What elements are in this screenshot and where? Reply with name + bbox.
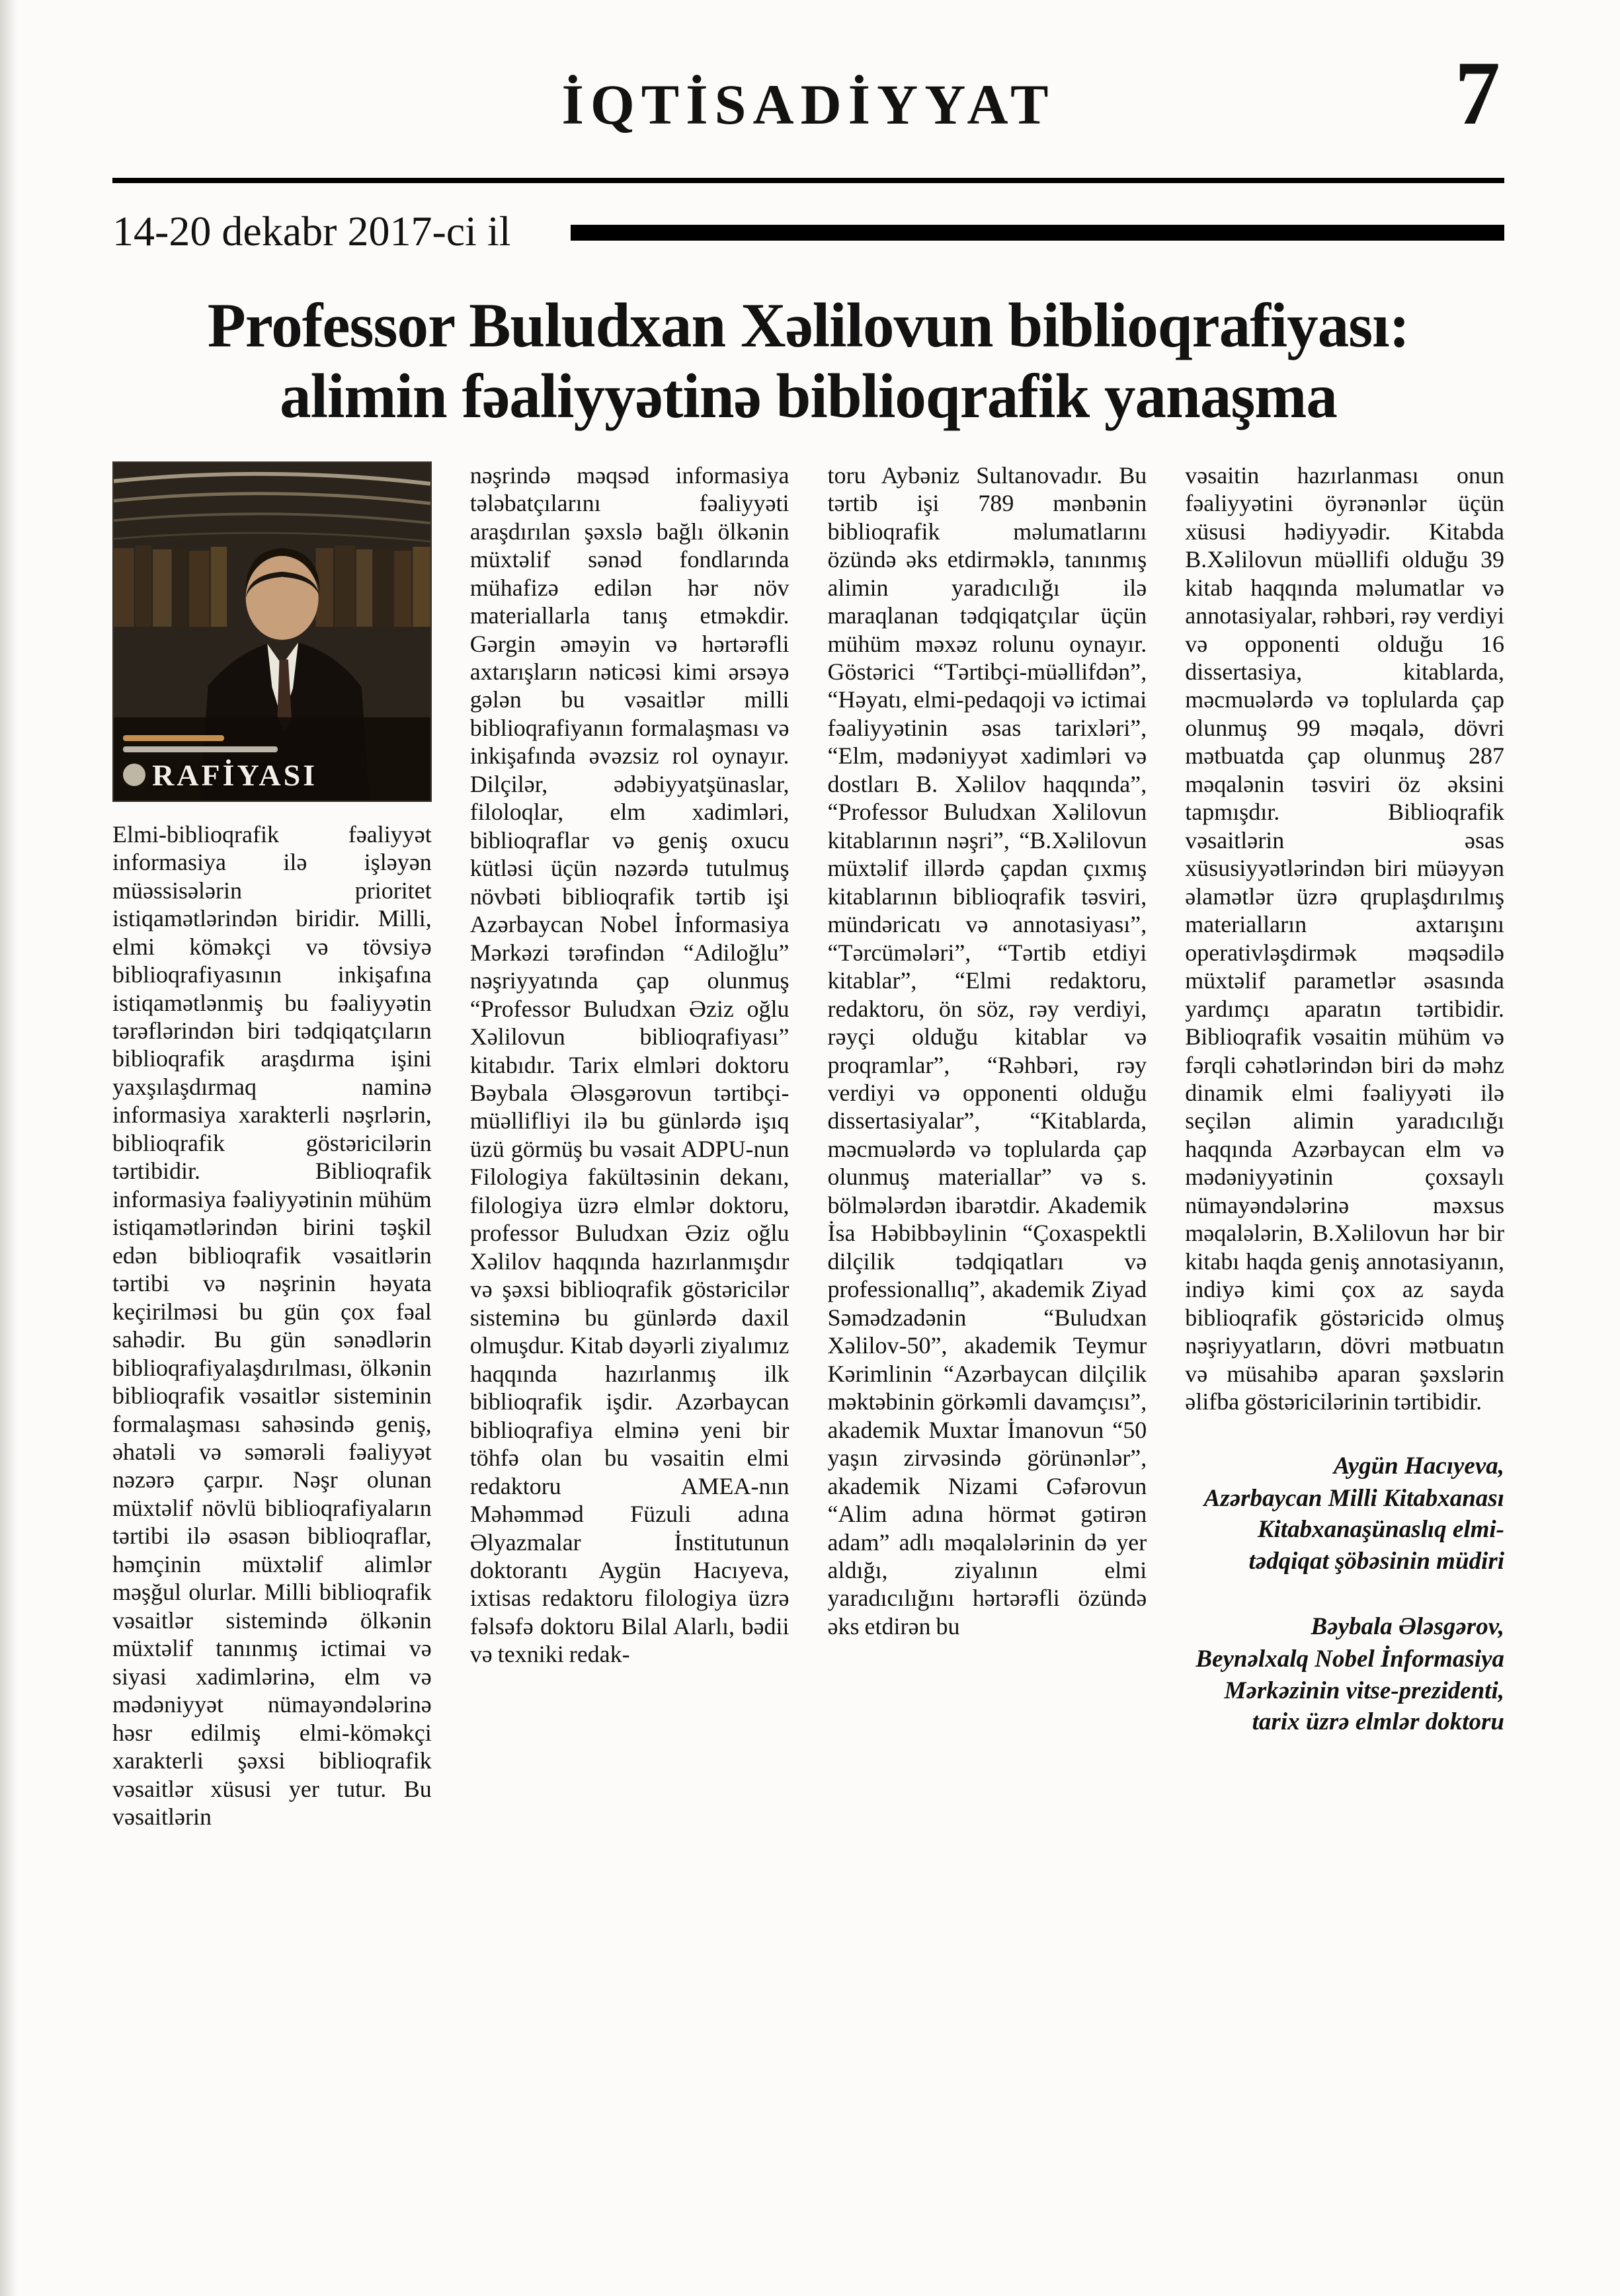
issue-date: 14-20 dekabr 2017-ci il [112,208,511,255]
signature-2-name: Bəybala Ələsgərov, [1311,1613,1504,1641]
book-cover-photo [112,461,432,802]
cover-emblem-icon [123,764,145,786]
masthead-rule [112,178,1504,183]
book-cover-caption-area [123,735,421,793]
headline-line-2: alimin fəaliyyətinə biblioqrafik yanaşma [280,361,1337,432]
date-row [112,207,1504,256]
article-column-2 [470,461,790,2233]
date-rule-bar [571,225,1505,241]
article-text-column-1: Elmi-biblioqrafik fəaliyyət informasiya ilə işləyən müəssisələrin prioritet istiqamətlərindən biridir. Milli, elmi köməkçi və tövsiyə biblioqrafiyasının inkişafına istiqamətlənmiş bu fəaliyyətin tərəflərindən biri tədqiqatçıların biblioqrafik araşdırma işini yaxşılaşdırmaq naminə informasiya xarakterli nəşrlərin, biblioqrafik göstəricilərin tərtibidir. Biblioqrafik informasiya fəaliyyətinin mühüm istiqamətlərindən birini təşkil edən biblioqrafik vəsaitlərin tərtibi və nəşrinin həyata keçirilməsi bu gün çox fəal sahədir. Bu gün sənədlərin biblioqrafiyalaşdırılması, ölkənin biblioqrafik vəsaitlər sisteminin formalaşması sahəsində geniş, əhatəli və səmərəli fəaliyyət nəzərə çarpır. Nəşr olunan müxtəlif növlü biblioqrafiyaların tərtibi ilə əsasən biblioqraflar, həmçinin müxtəlif alimlər məşğul olurlar. Milli biblioqrafik vəsaitlər sistemində ölkənin müxtəlif tanınmış ictimai və siyasi xadimlərinə, elm və mədəniyyət nümayəndələrinə həsr edilmiş elmi-köməkçi xarakterli şəxsi biblioqrafik vəsaitlər xüsusi yer tutur. Bu vəsaitlərin [112,820,432,1831]
section-title: İQTİSADİYYAT [561,73,1055,136]
article-column-4 [1185,461,1504,2233]
article-column-1 [112,461,432,2233]
cover-small-text-line [123,746,278,752]
article-column-3 [828,461,1147,2233]
masthead [112,42,1504,169]
article-text-column-4: vəsaitin hazırlanması onun fəaliyyətini öyrənənlər üçün xüsusi hədiyyədir. Kitabda B.Xəlilovun müəllifi olduğu 39 kitab haqqında məlumatlar və annotasiyalar, rəhbəri, rəy verdiyi və opponenti olduğu 16 dissertasiya, kitablarda, məcmuələrdə və toplularda çap olunmuş 99 məqalə, dövri mətbuatda çap olunmuş 287 məqalənin təsviri öz əksini tapmışdır. Biblioqrafik vəsaitlərin əsas xüsusiyyətlərindən biri müəyyən əlamətlər üzrə qruplaşdırılmış materialların axtarışını operativləşdirmək məqsədilə müxtəlif parametlər əsasında yardımçı aparatın tərtibidir. Biblioqrafik vəsaitin mühüm və fərqli cəhətlərindən biri də məhz dinamik elmi fəaliyyəti ilə seçilən alimin yaradıcılığı haqqında Azərbaycan elm və mədəniyyətinin çoxsaylı nümayəndələrinə məxsus məqalələrin, B.Xəlilovun hər bir kitabı haqda geniş annotasiyanın, indiyə kimi çox az sayda biblioqrafik göstəricidə olmuş nəşriyyatların, dövri mətbuatın və müsahibə aparan şəxslərin əlifba göstəricilərinin tərtibidir. [1185,461,1504,1415]
article-headline [112,290,1504,432]
signature-author-1 [1185,1450,1504,1577]
article-text-column-2: nəşrində məqsəd informasiya tələbatçılarını fəaliyyəti araşdırılan şəxslə bağlı ölkənin müxtəlif sənəd fondlarında mühafizə edilən hər növ materiallarla tanış etməkdir. Gərgin əməyin və hərtərəfli axtarışların nəticəsi kimi ərsəyə gələn bu vəsaitlər milli biblioqrafiyanın formalaşması və inkişafında əvəzsiz rol oynayır. Dilçilər, ədəbiyyatşünaslar, filoloqlar, elm xadimləri, biblioqraflar və geniş oxucu kütləsi üçün nəzərdə tutulmuş növbəti biblioqrafik tərtib işi Azərbaycan Nobel İnformasiya Mərkəzi tərəfindən “Adiloğlu” nəşriyyatında çap olunmuş “Professor Buludxan Əziz oğlu Xəlilovun biblioqrafiyası” kitabıdır. Tarix elmləri doktoru Bəybala Ələsgərovun tərtibçi-müəllifliyi ilə bu günlərdə işıq üzü görmüş bu vəsait ADPU-nun Filologiya fakültəsinin dekanı, filologiya üzrə elmlər doktoru, professor Buludxan Əziz oğlu Xəlilov haqqında hazırlanmışdır və şəxsi biblioqrafik göstəricilər sisteminə bu günlərdə daxil olmuşdur. Kitab dəyərli ziyalımız haqqında hazırlanmış ilk biblioqrafik işdir. Azərbaycan biblioqrafiya elminə yeni bir töhfə olan bu vəsaitin elmi redaktoru AMEA-nın Məhəmməd Füzuli adına Əlyazmalar İnstitutunun doktorantı Aygün Hacıyeva, ixtisas redaktoru filologiya üzrə fəlsəfə doktoru Bilal Alarlı, bədii və texniki redak- [469,461,790,1668]
cover-title-fragment: RAFİYASI [152,758,318,792]
headline-line-1: Professor Buludxan Xəlilovun biblioqrafiyası: [207,290,1410,360]
cover-small-text-line [123,735,224,741]
article-body [112,461,1504,2233]
article-text-column-3: toru Aybəniz Sultanovadır. Bu tərtib işi 789 mənbənin biblioqrafik məlumatlarını özündə əks etdirməklə, tanınmış alimin yaradıcılığı ilə maraqlanan tədqiqatçılar üçün mühüm məxəz rolunu oynayır. Göstərici “Tərtibçi-müəllifdən”, “Həyatı, elmi-pedaqoji və ictimai fəaliyyətinin əsas tarixləri”, “Elm, mədəniyyət xadimləri və dostları B. Xəlilov haqqında”, “Professor Buludxan Xəlilovun kitablarının nəşri”, “B.Xəlilovun müxtəlif illərdə çapdan çıxmış kitablarının biblioqrafik təsviri, mündəricatı və annotasiyası”, “Tərcümələri”, “Tərtib etdiyi kitablar”, “Elmi redaktoru, redaktoru, ön söz, rəy verdiyi, rəyçi olduğu kitablar və proqramlar”, “Rəhbəri, rəy verdiyi və opponenti olduğu dissertasiyalar”, “Kitablarda, məcmuələrdə və toplularda çap olunmuş materiallar” və s. bölmələrdən ibarətdir. Akademik İsa Həbibbəylinin “Çoxaspektli dilçilik tədqiqatları və professionallıq”, akademik Ziyad Səmədzadənin “Buludxan Xəlilov-50”, akademik Teymur Kərimlinin “Azərbaycan dilçilik məktəbinin görkəmli davamçısı”, akademik Muxtar İmanovun “50 yaşın zirvəsində görünənlər”, akademik Nizami Cəfərovun “Alim adına hörmət gətirən adam” adlı məqalələrinin də yer aldığı, ziyalının elmi yaradıcılığını hərtərəfli özündə əks etdirən bu [827,461,1147,1640]
signature-author-2 [1185,1611,1504,1737]
page-number: 7 [1455,42,1500,143]
signature-2-title: Beynəlxalq Nobel İnformasiya Mərkəzinin vitse-prezidenti, tarix üzrə elmlər doktoru [1195,1645,1504,1736]
signature-1-title: Azərbaycan Milli Kitabxanası Kitabxanaşünaslıq elmi-tədqiqat şöbəsinin müdiri [1203,1484,1504,1575]
signature-1-name: Aygün Hacıyeva, [1333,1452,1504,1480]
